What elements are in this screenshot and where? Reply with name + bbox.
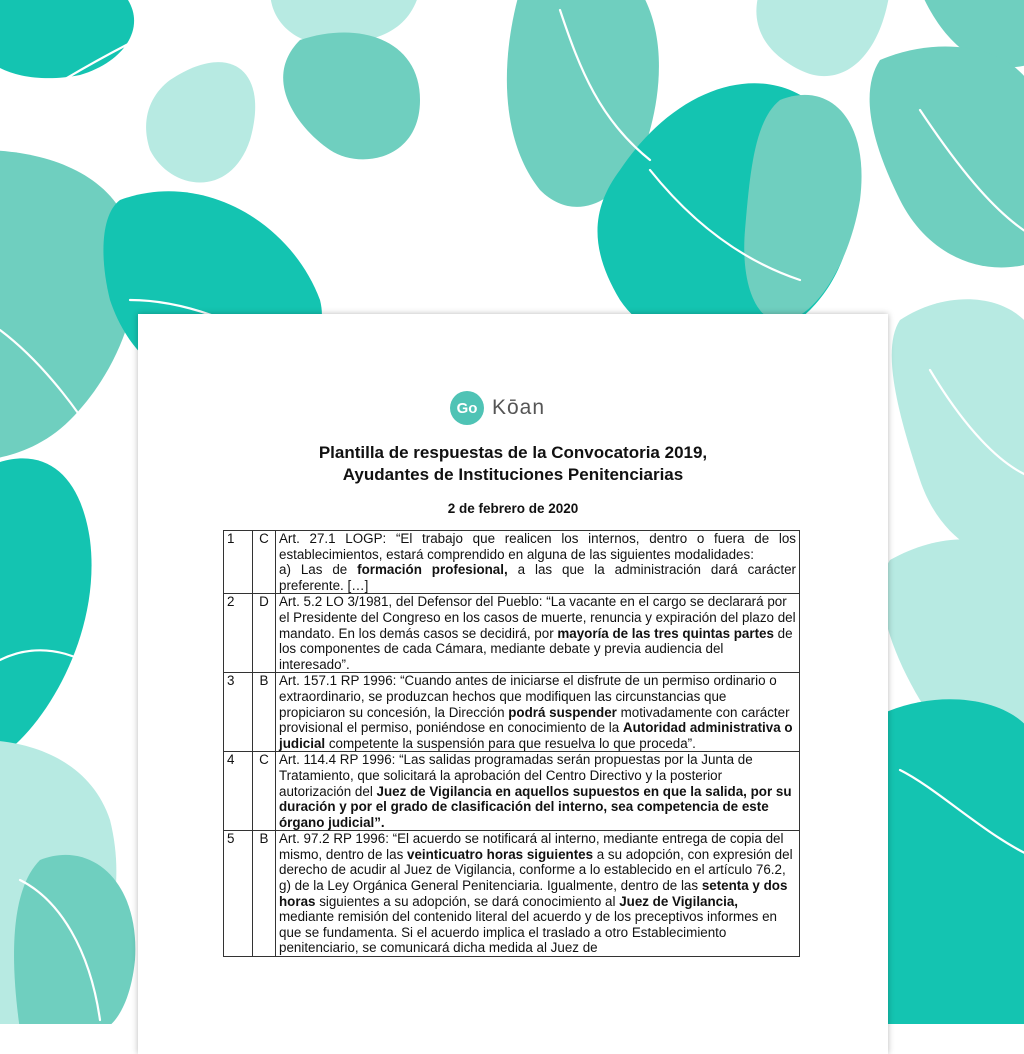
question-number: 5 — [224, 831, 253, 957]
answer-explanation: Art. 157.1 RP 1996: “Cuando antes de iniciarse el disfrute de un permiso ordinario o extraordinario, se produzcan hechos que modifiquen las circunstancias que propiciaron su concesión, la Dirección podrá suspender motivadamente con carácter provisional el permiso, poniéndose en conocimiento de la Autoridad administrativa o judicial competente la suspensión para que resuelva lo que proceda”. — [276, 673, 800, 752]
answer-letter: C — [253, 531, 276, 594]
document-title — [138, 442, 888, 486]
answer-explanation: Art. 27.1 LOGP: “El trabajo que realicen los internos, dentro o fuera de los establecimientos, estará comprendido en alguna de las siguientes modalidades: a) Las de formación profesional, a las que la administración dará carácter preferente. […] — [276, 531, 800, 594]
title-line-2: Ayudantes de Instituciones Penitenciarias — [342, 465, 684, 484]
answer-explanation: Art. 97.2 RP 1996: “El acuerdo se notificará al interno, mediante entrega de copia del mismo, dentro de las veinticuatro horas siguientes a su adopción, con expresión del derecho de acudir al Juez de Vigilancia, conforme a lo establecido en el artículo 76.2, g) de la Ley Orgánica General Penitenciaria. Igualmente, dentro de las setenta y dos horas siguientes a su adopción, se dará conocimiento al Juez de Vigilancia, mediante remisión del contenido literal del acuerdo y de los preceptivos informes en que se fundamenta. Si el acuerdo implica el traslado a otro Establecimiento penitenciario, se comunicará dicha medida al Juez de — [276, 831, 800, 957]
table-row — [224, 831, 800, 957]
table-row — [224, 531, 800, 594]
answer-explanation: Art. 5.2 LO 3/1981, del Defensor del Pueblo: “La vacante en el cargo se declarará por el Presidente del Congreso en los casos de muerte, renuncia y expiración del plazo del mandato. En los demás casos se decidirá, por mayoría de las tres quintas partes de los componentes de cada Cámara, mediante debate y previa audiencia del interesado”. — [276, 594, 800, 673]
answer-letter: C — [253, 752, 276, 831]
question-number: 3 — [224, 673, 253, 752]
question-number: 2 — [224, 594, 253, 673]
question-number: 1 — [224, 531, 253, 594]
logo-wordmark: Kōan — [492, 396, 546, 419]
question-number: 4 — [224, 752, 253, 831]
table-row — [224, 673, 800, 752]
document-page — [138, 314, 888, 1054]
table-row — [224, 594, 800, 673]
title-line-1: Plantilla de respuestas de la Convocatoria 2019, — [318, 443, 708, 462]
answer-letter: D — [253, 594, 276, 673]
document-date: 2 de febrero de 2020 — [447, 501, 579, 516]
answer-letter: B — [253, 673, 276, 752]
answers-table — [223, 530, 800, 957]
answer-letter: B — [253, 831, 276, 957]
table-row — [224, 752, 800, 831]
logo-circle: Go — [450, 391, 484, 425]
answer-explanation: Art. 114.4 RP 1996: “Las salidas programadas serán propuestas por la Junta de Tratamiento, que solicitará la aprobación del Centro Directivo y la posterior autorización del Juez de Vigilancia en aquellos supuestos en que la salida, por su duración y por el grado de clasificación del interno, sea competencia de este órgano judicial”. — [276, 752, 800, 831]
gokoan-logo — [450, 390, 545, 426]
